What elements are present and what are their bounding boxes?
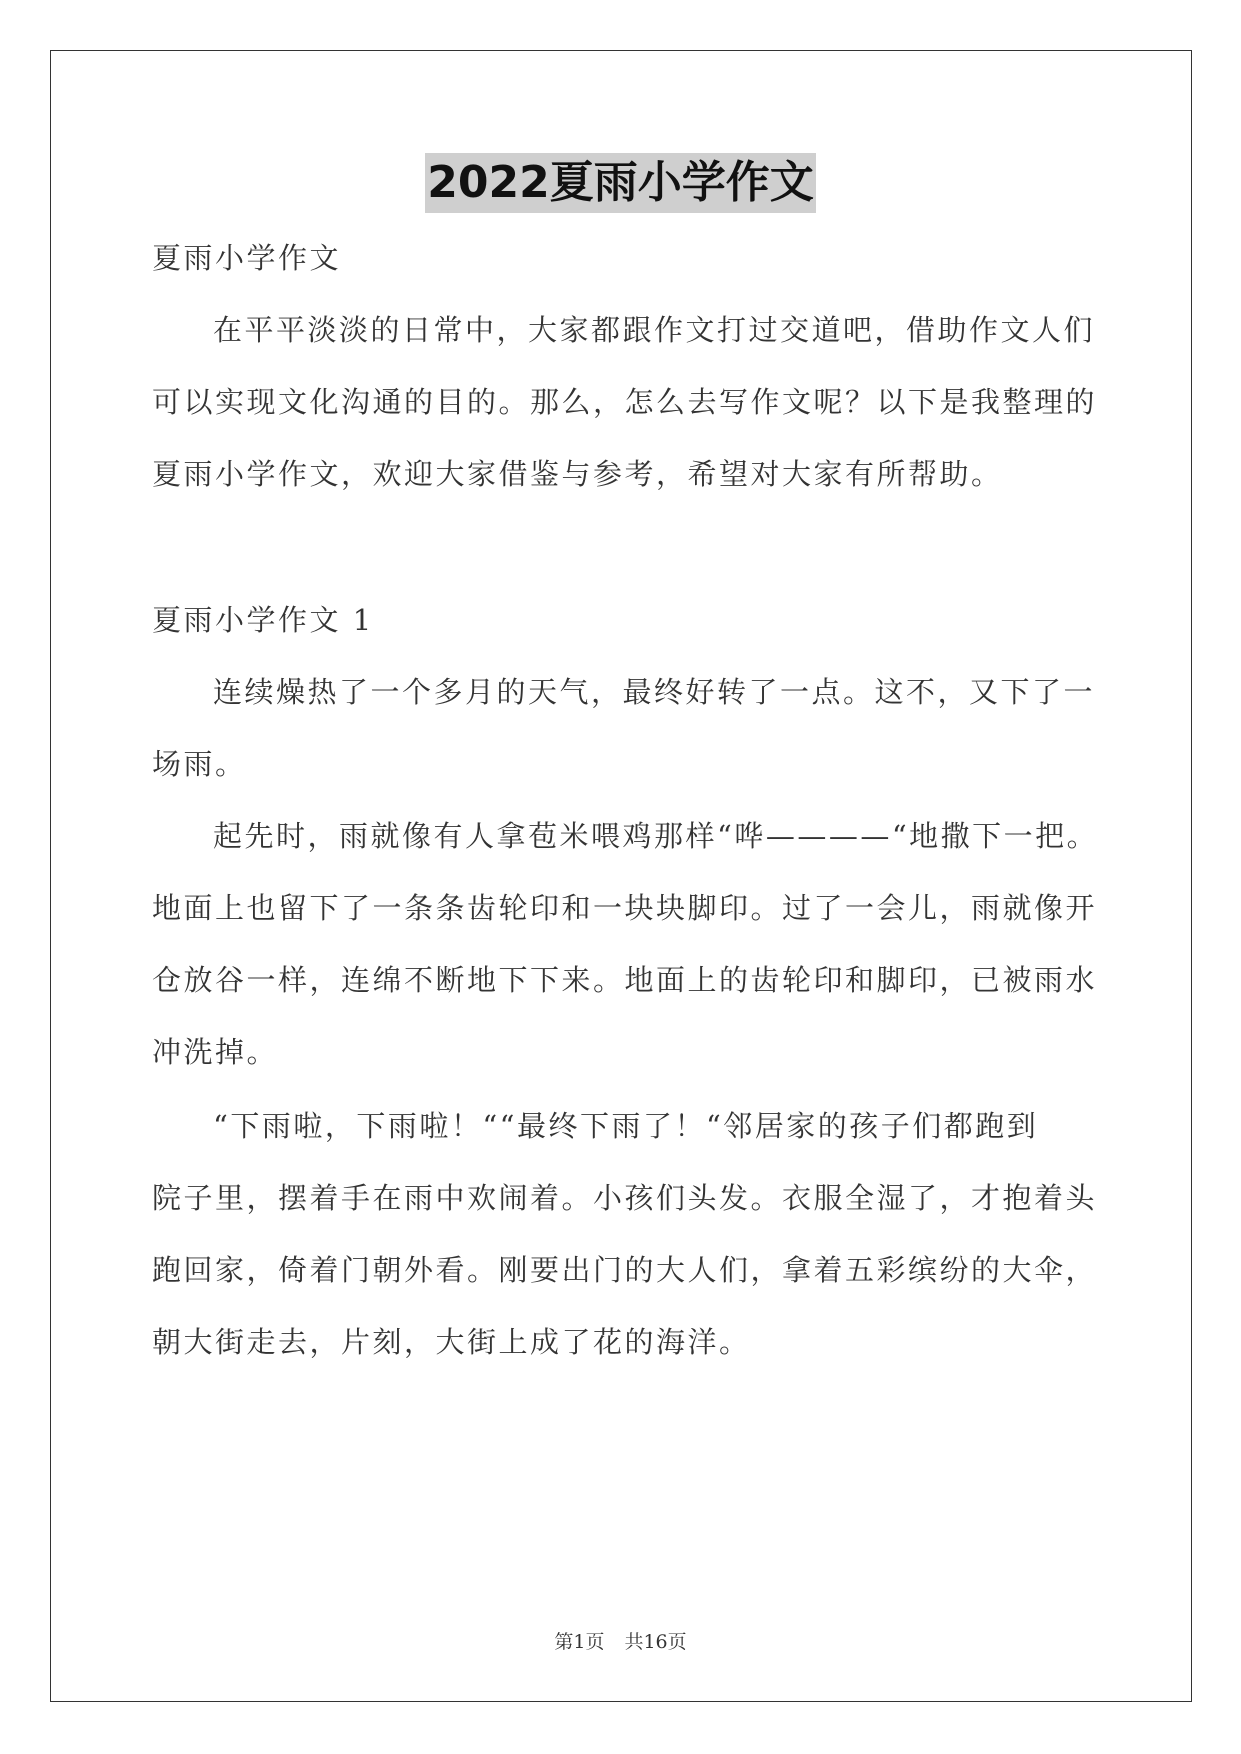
section-heading: 夏雨小学作文 1 [152,603,374,637]
paragraph-line: 仓放谷一样，连绵不断地下下来。地面上的齿轮印和脚印，已被雨水 [152,963,1098,997]
paragraph-line: 起先时，雨就像有人拿苞米喂鸡那样“哗————“地撒下一把。 [213,819,1099,853]
paragraph-line: 场雨。 [152,747,247,781]
page-total: 共16页 [624,1631,687,1653]
paragraph-line: 连续燥热了一个多月的天气，最终好转了一点。这不，又下了一 [213,675,1096,709]
intro-line: 在平平淡淡的日常中，大家都跟作文打过交道吧，借助作文人们 [213,313,1096,347]
title-area [0,153,1241,213]
document-title: 2022夏雨小学作文 [425,153,815,213]
paragraph-line: “下雨啦，下雨啦！““最终下雨了！“邻居家的孩子们都跑到 [213,1109,1039,1143]
document-subtitle: 夏雨小学作文 [152,241,342,275]
paragraph-line: 院子里，摆着手在雨中欢闹着。小孩们头发。衣服全湿了，才抱着头 [152,1181,1098,1215]
paragraph-line: 朝大街走去，片刻，大街上成了花的海洋。 [152,1325,751,1359]
intro-line: 夏雨小学作文，欢迎大家借鉴与参考，希望对大家有所帮助。 [152,457,1003,491]
paragraph-line: 跑回家，倚着门朝外看。刚要出门的大人们，拿着五彩缤纷的大伞， [152,1253,1098,1287]
intro-line: 可以实现文化沟通的目的。那么，怎么去写作文呢？以下是我整理的 [152,385,1098,419]
page-border [50,50,1192,1702]
page-footer [0,1630,1241,1654]
paragraph-line: 地面上也留下了一条条齿轮印和一块块脚印。过了一会儿，雨就像开 [152,891,1098,925]
page-number: 第1页 [554,1631,605,1653]
paragraph-line: 冲洗掉。 [152,1035,279,1069]
